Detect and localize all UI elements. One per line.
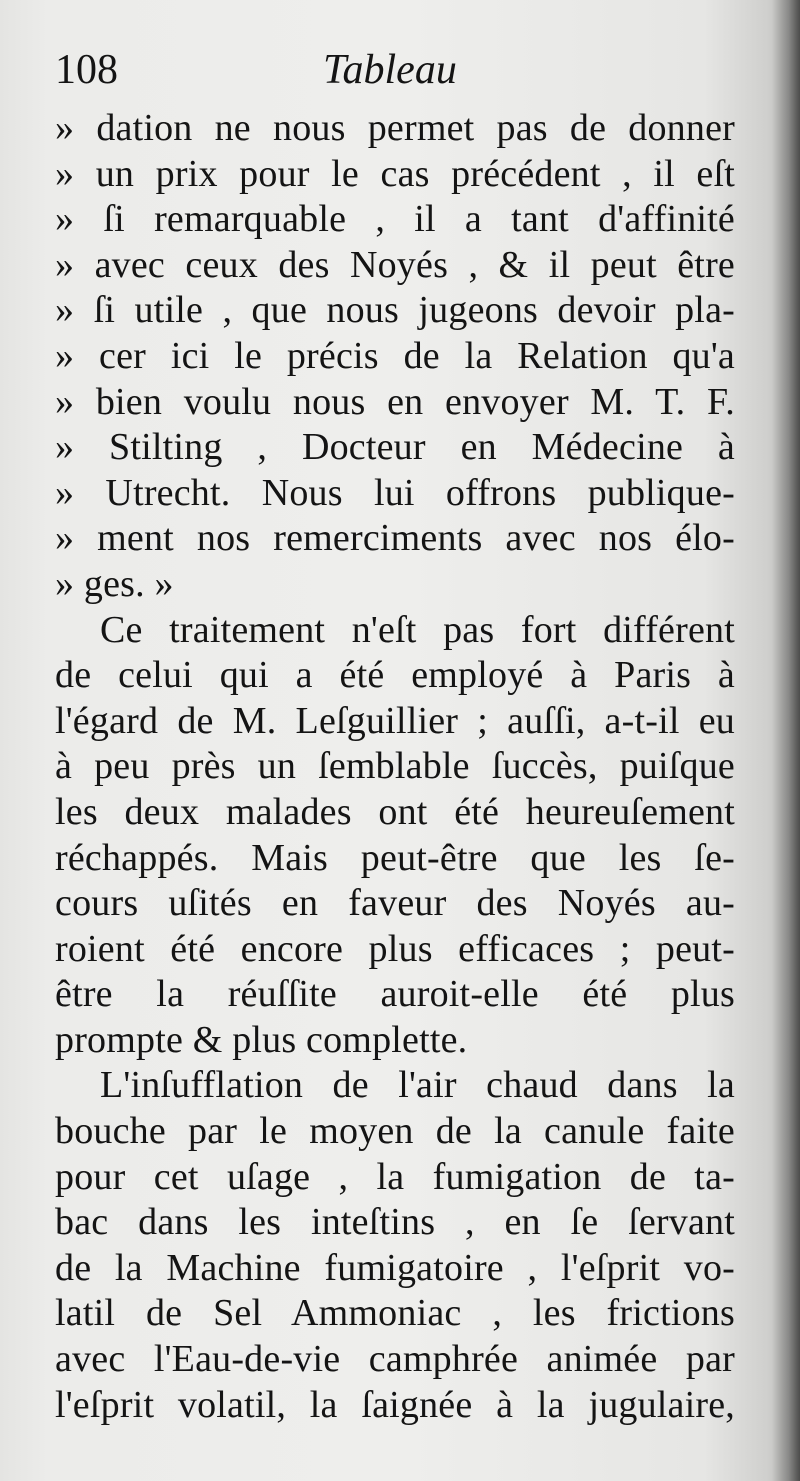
- text-line: bac dans les inteſtins , en ſe ſervant: [55, 1201, 735, 1244]
- text-line: » dation ne nous permet pas de donner: [55, 107, 735, 149]
- text-line: les deux malades ont été heureuſement: [55, 790, 735, 833]
- paragraph-start-line: Ce traitement n'eſt pas fort différent: [100, 608, 735, 651]
- text-line: à peu près un ſemblable ſuccès, puiſque: [55, 745, 735, 788]
- paragraph-start-line: L'inſufflation de l'air chaud dans la: [100, 1064, 735, 1107]
- text-line: » Stilting , Docteur en Médecine à: [55, 426, 735, 469]
- text-line: » un prix pour le cas précédent , il eſt: [55, 152, 735, 195]
- text-line: l'eſprit volatil, la ſaignée à la jugulaire,: [55, 1383, 735, 1426]
- text-line: bouche par le moyen de la canule faite: [55, 1110, 735, 1153]
- text-line: latil de Sel Ammoniac , les frictions: [55, 1292, 735, 1335]
- text-line: » bien voulu nous en envoyer M. T. F.: [55, 380, 735, 423]
- text-line: » ſi utile , que nous jugeons devoir pla-: [55, 289, 735, 332]
- body-text: [55, 106, 735, 1428]
- text-line: de la Machine fumigatoire , l'eſprit vo-: [55, 1246, 735, 1289]
- text-line: avec l'Eau-de-vie camphrée animée par: [55, 1338, 735, 1381]
- text-line: » ſi remarquable , il a tant d'affinité: [55, 198, 735, 241]
- text-line: être la réuſſite auroit-elle été plus: [55, 973, 735, 1016]
- text-line: l'égard de M. Leſguillier ; auſſi, a-t-il eu: [55, 699, 735, 742]
- text-line: » cer ici le précis de la Relation qu'a: [55, 334, 735, 377]
- text-line: roient été encore plus efficaces ; peut-: [55, 927, 735, 970]
- text-line: pour cet uſage , la fumigation de ta-: [55, 1155, 735, 1198]
- page-header: [55, 40, 735, 100]
- text-line: » ment nos remerciments avec nos élo-: [55, 517, 735, 560]
- text-line: » avec ceux des Noyés , & il peut être: [55, 243, 735, 286]
- page-number: 108: [55, 47, 118, 93]
- running-title: Tableau: [323, 47, 457, 93]
- page-edge-shadow: [772, 0, 800, 1481]
- text-line: réchappés. Mais peut-être que les ſe-: [55, 836, 735, 879]
- text-line: de celui qui a été employé à Paris à: [55, 654, 735, 697]
- text-line: » Utrecht. Nous lui offrons publique-: [55, 471, 735, 514]
- text-line: » ges. »: [55, 562, 174, 605]
- text-line: cours uſités en faveur des Noyés au-: [55, 882, 735, 925]
- text-line: prompte & plus complette.: [55, 1018, 468, 1061]
